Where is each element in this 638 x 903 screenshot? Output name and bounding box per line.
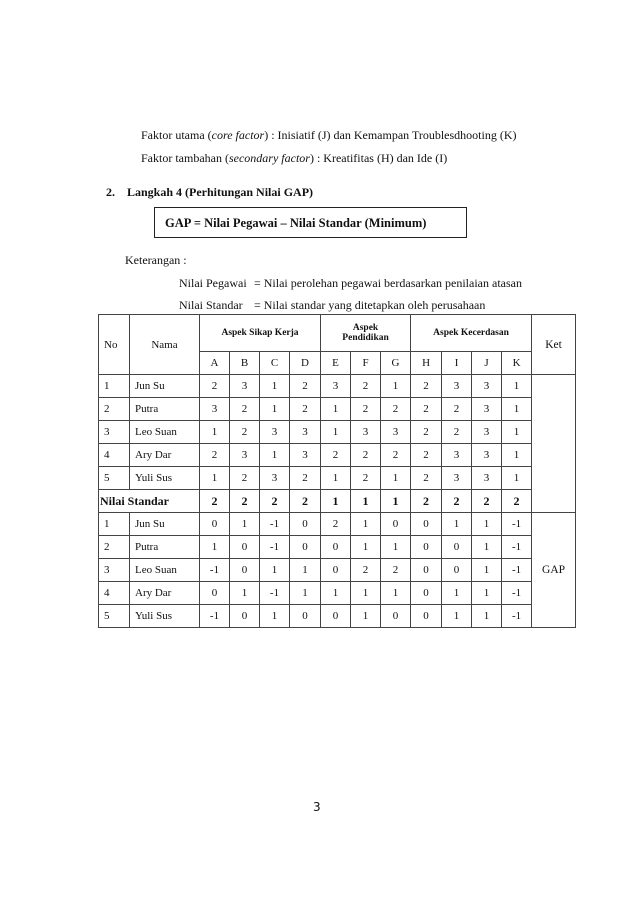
standar-cell: 1 — [381, 490, 411, 513]
score-cell: 3 — [290, 444, 321, 467]
header-no: No — [99, 315, 130, 375]
score-cell: 3 — [230, 444, 260, 467]
header-nama: Nama — [130, 315, 200, 375]
gap-cell: -1 — [260, 536, 290, 559]
header-letter-e: E — [321, 352, 351, 375]
score-cell: 3 — [472, 398, 502, 421]
score-cell: 3 — [351, 421, 381, 444]
gap-cell: 0 — [230, 559, 260, 582]
score-cell: 2 — [442, 421, 472, 444]
row-no: 3 — [99, 421, 130, 444]
core-factor-term: core factor — [211, 128, 265, 142]
gap-cell: 1 — [230, 513, 260, 536]
header-aspek-pendidikan-line1: Aspek — [352, 323, 379, 333]
gap-row — [99, 513, 576, 536]
gap-row — [99, 536, 576, 559]
gap-cell: 0 — [321, 536, 351, 559]
score-cell: 1 — [502, 444, 532, 467]
gap-cell: 1 — [321, 582, 351, 605]
gap-cell: 2 — [381, 559, 411, 582]
header-aspek-kecerdasan: Aspek Kecerdasan — [411, 315, 532, 352]
score-cell: 1 — [200, 421, 230, 444]
gap-cell: 0 — [411, 559, 442, 582]
gap-cell: 1 — [290, 559, 321, 582]
score-cell: 2 — [200, 375, 230, 398]
gap-cell: 0 — [442, 536, 472, 559]
score-cell: 1 — [502, 375, 532, 398]
gap-cell: 1 — [442, 605, 472, 628]
standar-cell: 2 — [502, 490, 532, 513]
header-letter-f: F — [351, 352, 381, 375]
gap-cell: 0 — [321, 559, 351, 582]
secondary-factor-line — [141, 151, 447, 166]
score-cell: 3 — [442, 467, 472, 490]
note-def-pegawai: = Nilai perolehan pegawai berdasarkan penilaian atasan — [254, 276, 522, 290]
row-nama: Yuli Sus — [130, 467, 200, 490]
gap-cell: 1 — [472, 559, 502, 582]
score-cell: 1 — [200, 467, 230, 490]
row-nama: Jun Su — [130, 513, 200, 536]
standar-cell: 1 — [321, 490, 351, 513]
score-cell: 3 — [442, 444, 472, 467]
gap-cell: 0 — [411, 582, 442, 605]
gap-cell: 0 — [230, 605, 260, 628]
gap-cell: 0 — [200, 582, 230, 605]
score-cell: 1 — [502, 421, 532, 444]
score-cell: 3 — [442, 375, 472, 398]
secondary-factor-term: secondary factor — [228, 151, 310, 165]
gap-cell: 0 — [290, 513, 321, 536]
gap-cell: 0 — [411, 513, 442, 536]
score-cell: 2 — [442, 398, 472, 421]
gap-cell: 0 — [290, 605, 321, 628]
standar-cell: 2 — [472, 490, 502, 513]
gap-row — [99, 582, 576, 605]
gap-cell: 1 — [290, 582, 321, 605]
header-letter-a: A — [200, 352, 230, 375]
score-cell: 3 — [260, 421, 290, 444]
gap-cell: 1 — [351, 536, 381, 559]
gap-cell: 1 — [230, 582, 260, 605]
row-nama: Jun Su — [130, 375, 200, 398]
score-cell: 2 — [351, 467, 381, 490]
standar-cell: 2 — [200, 490, 230, 513]
gap-cell: -1 — [200, 559, 230, 582]
gap-cell: 1 — [442, 513, 472, 536]
gap-formula: GAP = Nilai Pegawai – Nilai Standar (Minimum) — [165, 216, 427, 230]
score-cell: 3 — [472, 375, 502, 398]
score-cell: 2 — [411, 375, 442, 398]
row-no: 5 — [99, 605, 130, 628]
score-cell: 1 — [321, 398, 351, 421]
score-cell: 2 — [381, 444, 411, 467]
gap-cell: 0 — [200, 513, 230, 536]
gap-cell: 1 — [260, 559, 290, 582]
standar-cell: 2 — [442, 490, 472, 513]
score-cell: 1 — [321, 467, 351, 490]
gap-cell: 1 — [472, 513, 502, 536]
header-ket: Ket — [532, 315, 576, 375]
core-factor-suffix: ) : Inisiatif (J) dan Kemampan Troublesdhooting (K) — [264, 128, 517, 142]
score-cell: 3 — [472, 421, 502, 444]
score-cell: 2 — [200, 444, 230, 467]
score-cell: 2 — [351, 375, 381, 398]
row-nama: Ary Dar — [130, 582, 200, 605]
gap-cell: 2 — [321, 513, 351, 536]
score-cell: 1 — [381, 467, 411, 490]
ket-cell-nilai — [532, 375, 576, 513]
gap-cell: 1 — [351, 513, 381, 536]
gap-cell: 0 — [381, 605, 411, 628]
header-letter-g: G — [381, 352, 411, 375]
gap-cell: -1 — [502, 536, 532, 559]
gap-cell: -1 — [260, 582, 290, 605]
score-cell: 1 — [381, 375, 411, 398]
score-cell: 2 — [411, 398, 442, 421]
score-cell: 3 — [321, 375, 351, 398]
header-letter-c: C — [260, 352, 290, 375]
score-cell: 3 — [230, 375, 260, 398]
row-no: 4 — [99, 444, 130, 467]
gap-cell: 1 — [472, 536, 502, 559]
gap-cell: 0 — [230, 536, 260, 559]
gap-row — [99, 559, 576, 582]
header-aspek-pendidikan — [321, 315, 411, 352]
nilai-standar-label: Nilai Standar — [99, 490, 200, 513]
gap-cell: -1 — [502, 513, 532, 536]
gap-table — [98, 314, 576, 628]
page-number: 3 — [313, 800, 321, 814]
section-title: Langkah 4 (Perhitungan Nilai GAP) — [127, 185, 314, 199]
score-cell: 2 — [230, 467, 260, 490]
header-letter-d: D — [290, 352, 321, 375]
note-term-pegawai: Nilai Pegawai — [179, 276, 247, 290]
score-cell: 2 — [230, 421, 260, 444]
notes-heading: Keterangan : — [125, 253, 187, 267]
score-cell: 1 — [321, 421, 351, 444]
standar-cell: 2 — [230, 490, 260, 513]
nilai-row — [99, 467, 576, 490]
score-cell: 2 — [321, 444, 351, 467]
row-nama: Leo Suan — [130, 421, 200, 444]
row-no: 1 — [99, 513, 130, 536]
secondary-factor-suffix: ) : Kreatifitas (H) dan Ide (I) — [309, 151, 448, 165]
nilai-row — [99, 444, 576, 467]
nilai-row — [99, 375, 576, 398]
row-no: 3 — [99, 559, 130, 582]
gap-row — [99, 605, 576, 628]
gap-cell: 1 — [260, 605, 290, 628]
nilai-standar-row — [99, 490, 576, 513]
header-letter-i: I — [442, 352, 472, 375]
row-nama: Yuli Sus — [130, 605, 200, 628]
standar-cell: 1 — [351, 490, 381, 513]
gap-cell: 0 — [290, 536, 321, 559]
gap-cell: 1 — [381, 536, 411, 559]
header-aspek-pendidikan-line2: Pendidikan — [342, 333, 389, 343]
note-term-standar: Nilai Standar — [179, 298, 243, 312]
score-cell: 2 — [290, 398, 321, 421]
header-letter-h: H — [411, 352, 442, 375]
score-cell: 1 — [502, 398, 532, 421]
gap-cell: 1 — [381, 582, 411, 605]
standar-cell: 2 — [290, 490, 321, 513]
score-cell: 2 — [381, 398, 411, 421]
score-cell: 2 — [351, 444, 381, 467]
score-cell: 1 — [502, 467, 532, 490]
standar-cell: 2 — [260, 490, 290, 513]
gap-cell: -1 — [502, 582, 532, 605]
nilai-row — [99, 421, 576, 444]
header-letter-k: K — [502, 352, 532, 375]
row-nama: Putra — [130, 398, 200, 421]
row-nama: Leo Suan — [130, 559, 200, 582]
score-cell: 1 — [260, 398, 290, 421]
gap-cell: 1 — [200, 536, 230, 559]
score-cell: 2 — [351, 398, 381, 421]
row-nama: Putra — [130, 536, 200, 559]
score-cell: 2 — [230, 398, 260, 421]
core-factor-prefix: Faktor utama ( — [141, 128, 212, 142]
nilai-row — [99, 398, 576, 421]
header-aspek-sikap-kerja: Aspek Sikap Kerja — [200, 315, 321, 352]
score-cell: 3 — [472, 467, 502, 490]
score-cell: 2 — [411, 444, 442, 467]
note-def-standar: = Nilai standar yang ditetapkan oleh perusahaan — [254, 298, 486, 312]
gap-cell: 1 — [442, 582, 472, 605]
score-cell: 2 — [290, 375, 321, 398]
score-cell: 1 — [260, 444, 290, 467]
score-cell: 3 — [200, 398, 230, 421]
secondary-factor-prefix: Faktor tambahan ( — [141, 151, 229, 165]
gap-cell: -1 — [502, 559, 532, 582]
gap-cell: 1 — [472, 605, 502, 628]
gap-cell: 1 — [351, 605, 381, 628]
standar-cell: 2 — [411, 490, 442, 513]
row-no: 5 — [99, 467, 130, 490]
score-cell: 2 — [411, 467, 442, 490]
score-cell: 2 — [290, 467, 321, 490]
score-cell: 1 — [260, 375, 290, 398]
score-cell: 3 — [260, 467, 290, 490]
header-row-groups — [99, 315, 576, 352]
row-no: 2 — [99, 536, 130, 559]
gap-cell: 0 — [442, 559, 472, 582]
formula-box — [154, 207, 467, 238]
score-cell: 3 — [381, 421, 411, 444]
gap-cell: -1 — [502, 605, 532, 628]
gap-cell: 1 — [472, 582, 502, 605]
gap-cell: 2 — [351, 559, 381, 582]
score-cell: 3 — [472, 444, 502, 467]
gap-cell: 0 — [321, 605, 351, 628]
gap-cell: 0 — [381, 513, 411, 536]
score-cell: 3 — [290, 421, 321, 444]
gap-cell: -1 — [200, 605, 230, 628]
row-no: 2 — [99, 398, 130, 421]
row-no: 4 — [99, 582, 130, 605]
gap-cell: 0 — [411, 605, 442, 628]
header-letter-j: J — [472, 352, 502, 375]
core-factor-line — [141, 128, 517, 143]
row-nama: Ary Dar — [130, 444, 200, 467]
header-letter-b: B — [230, 352, 260, 375]
gap-cell: 1 — [351, 582, 381, 605]
gap-cell: 0 — [411, 536, 442, 559]
score-cell: 2 — [411, 421, 442, 444]
gap-cell: -1 — [260, 513, 290, 536]
section-number: 2. — [106, 185, 115, 199]
ket-gap-label: GAP — [532, 513, 576, 628]
row-no: 1 — [99, 375, 130, 398]
